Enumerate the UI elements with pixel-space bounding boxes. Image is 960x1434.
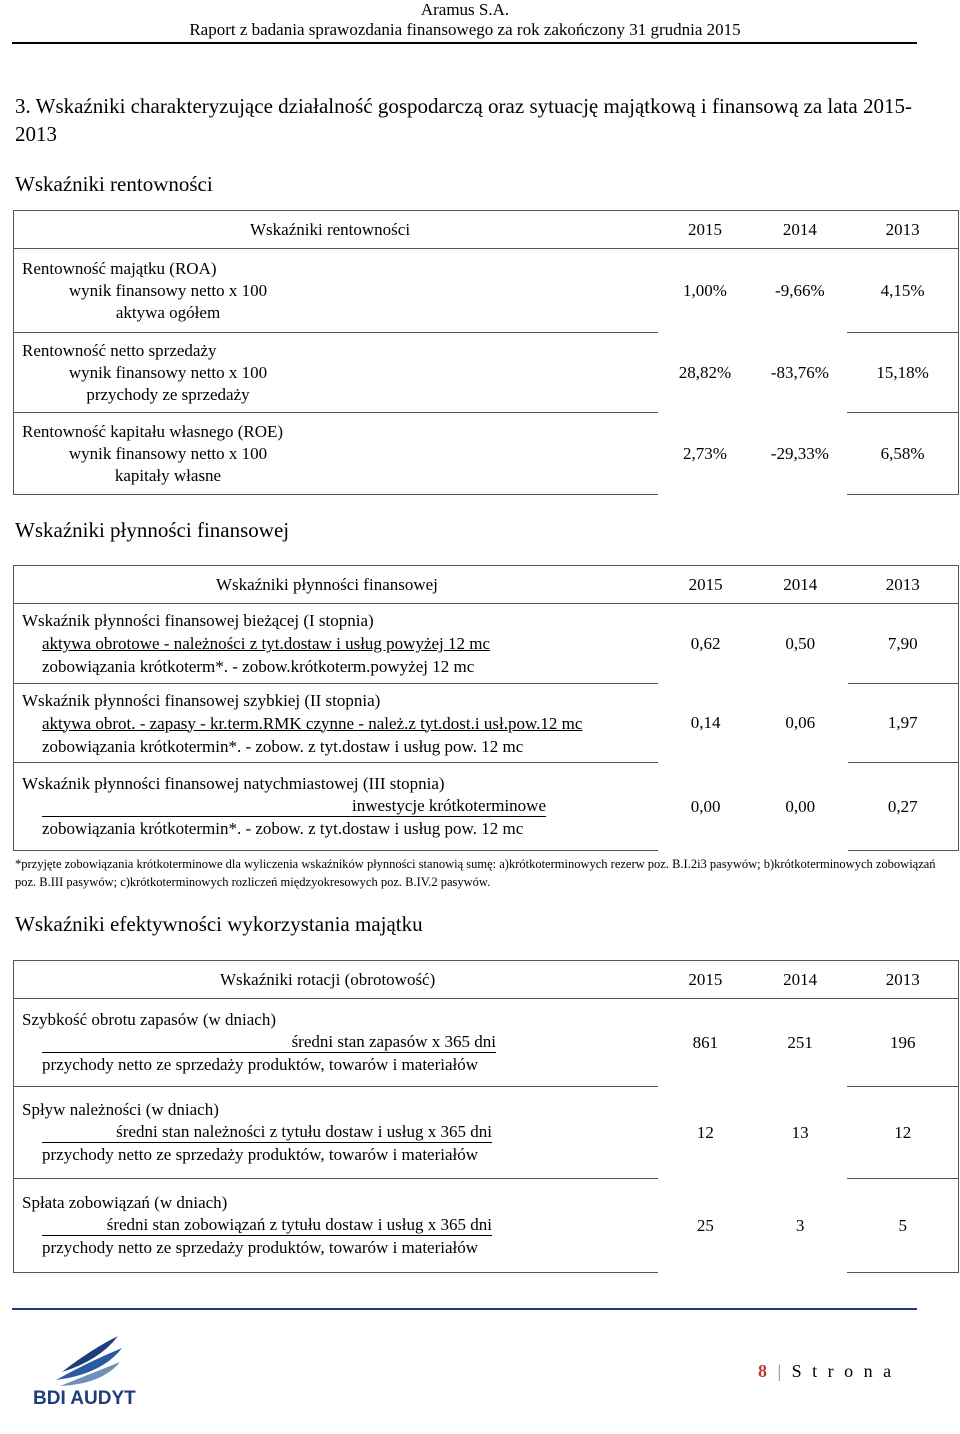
- table-row: [14, 333, 959, 413]
- value-2013: 7,90: [848, 604, 959, 684]
- indicator-denominator: kapitały własne: [114, 465, 222, 485]
- year-2015: 2015: [658, 961, 753, 999]
- value-2015: 861: [692, 1032, 719, 1052]
- value-2015: 25: [696, 1215, 714, 1235]
- indicator-denominator: przychody netto ze sprzedaży produktów, towarów i materiałów: [42, 1238, 479, 1257]
- value-2013: 1,97: [848, 684, 959, 763]
- value-2014: 3: [795, 1215, 805, 1235]
- year-2015: 2015: [658, 211, 753, 249]
- header-divider: [12, 42, 917, 44]
- plynnosc-heading: Wskaźniki płynności finansowej: [15, 518, 290, 542]
- value-2013: 0,27: [848, 763, 959, 851]
- logo-text: BDI AUDYT: [33, 1388, 136, 1409]
- value-2015: 0,14: [690, 713, 721, 732]
- indicator-numerator: aktywa obrotowe - należności z tyt.dostaw i usług powyżej 12 mc: [42, 634, 491, 653]
- value-2014: 0,00: [785, 796, 816, 816]
- efektywnosc-heading: Wskaźniki efektywności wykorzystania majątku: [15, 912, 423, 936]
- year-2013: 2013: [847, 211, 958, 249]
- indicator-numerator: średni stan zapasów x 365 dni: [291, 1032, 496, 1051]
- value-2013: 6,58%: [847, 413, 958, 495]
- table-row: [14, 249, 959, 333]
- indicator-numerator: wynik finansowy netto x 100: [68, 443, 268, 463]
- value-2013: 15,18%: [847, 333, 958, 413]
- value-2015: 2,73%: [683, 443, 727, 463]
- value-2014: 0,06: [785, 713, 816, 732]
- indicator-name: Rentowność majątku (ROA): [22, 258, 217, 278]
- table-header-row: [14, 566, 959, 604]
- value-2015: 0,00: [690, 796, 721, 816]
- value-2014: -9,66%: [775, 280, 825, 300]
- indicator-name: Wskaźnik płynności finansowej szybkiej (II stopnia): [22, 690, 381, 710]
- value-2014: 13: [791, 1122, 809, 1142]
- rentownosc-table: [13, 210, 959, 495]
- indicator-denominator: zobowiązania krótkoterm*. - zobow.krótkoterm.powyżej 12 mc: [42, 657, 475, 676]
- value-2014: -29,33%: [770, 443, 829, 463]
- indicator-denominator: przychody netto ze sprzedaży produktów, towarów i materiałów: [42, 1055, 479, 1074]
- year-2013: 2013: [848, 566, 959, 604]
- indicator-denominator: przychody netto ze sprzedaży produktów, towarów i materiałów: [42, 1145, 479, 1164]
- header-report-title: Raport z badania sprawozdania finansowego za rok zakończony 31 grudnia 2015: [189, 20, 741, 39]
- indicator-numerator: aktywa obrot. - zapasy - kr.term.RMK czynne - należ.z tyt.dost.i usł.pow.12 mc: [42, 713, 583, 733]
- footnote: *przyjęte zobowiązania krótkoterminowe dla wyliczenia wskaźników płynności stanowią sumę: a)krótkoterminowych rezerw poz. B.I.2i3 pasywów; b)krótkoterminowych zobowiązań poz. B.III pasywów; c)krótkoterminowych rozliczeń międzyokresowych poz. B.IV.2 pasywów.: [15, 857, 936, 889]
- value-2015: 0,62: [690, 633, 721, 653]
- section-title: 3. Wskaźniki charakteryzujące działalność gospodarczą oraz sytuację majątkową i finansową za lata 2015-2013: [15, 94, 912, 146]
- value-2015: 12: [696, 1122, 714, 1142]
- table-header-label: Wskaźniki rentowności: [250, 219, 411, 239]
- indicator-denominator: zobowiązania krótkotermin*. - zobow. z tyt.dostaw i usług pow. 12 mc: [42, 819, 524, 838]
- indicator-name: Rentowność netto sprzedaży: [22, 340, 217, 360]
- year-2015: 2015: [658, 566, 753, 604]
- indicator-name: Szybkość obrotu zapasów (w dniach): [22, 1010, 276, 1029]
- value-2014: 251: [787, 1032, 813, 1052]
- table-row: [14, 604, 959, 684]
- year-2014: 2014: [753, 961, 848, 999]
- indicator-name: Rentowność kapitału własnego (ROE): [22, 421, 284, 441]
- indicator-denominator: aktywa ogółem: [115, 302, 221, 322]
- table-row: [14, 763, 959, 851]
- table-header-label: Wskaźniki płynności finansowej: [216, 574, 438, 594]
- value-2015: 28,82%: [678, 362, 732, 382]
- page-number-value: 8: [758, 1361, 770, 1381]
- rentownosc-heading: Wskaźniki rentowności: [15, 172, 213, 196]
- efektywnosc-table: [13, 960, 959, 1273]
- page-label: S t r o n a: [791, 1361, 895, 1381]
- value-2015: 1,00%: [683, 280, 727, 300]
- indicator-numerator: wynik finansowy netto x 100: [68, 280, 268, 300]
- table-row: [14, 999, 959, 1087]
- page-number: 8 | S t r o n a: [758, 1361, 895, 1381]
- table-header-row: [14, 211, 959, 249]
- indicator-numerator: wynik finansowy netto x 100: [68, 362, 268, 382]
- indicator-denominator: zobowiązania krótkotermin*. - zobow. z tyt.dostaw i usług pow. 12 mc: [42, 736, 524, 756]
- indicator-numerator: średni stan zobowiązań z tytułu dostaw i usług x 365 dni: [106, 1215, 492, 1234]
- indicator-numerator: średni stan należności z tytułu dostaw i usług x 365 dni: [116, 1122, 492, 1141]
- table-row: [14, 413, 959, 495]
- header-company: Aramus S.A.: [420, 0, 510, 19]
- value-2013: 196: [847, 999, 958, 1087]
- table-header-row: [14, 961, 959, 999]
- indicator-name: Spłata zobowiązań (w dniach): [22, 1193, 228, 1212]
- year-2014: 2014: [753, 566, 848, 604]
- value-2013: 5: [847, 1179, 958, 1273]
- plynnosc-table: [13, 565, 959, 851]
- table-header-label: Wskaźniki rotacji (obrotowość): [220, 969, 436, 989]
- indicator-name: Wskaźnik płynności finansowej natychmiastowej (III stopnia): [22, 774, 445, 793]
- indicator-name: Wskaźnik płynności finansowej bieżącej (I stopnia): [22, 611, 374, 630]
- indicator-name: Spływ należności (w dniach): [22, 1100, 219, 1119]
- indicator-denominator: przychody ze sprzedaży: [86, 384, 250, 404]
- value-2014: -83,76%: [770, 362, 829, 382]
- table-row: [14, 1179, 959, 1273]
- footer-divider: [12, 1308, 917, 1310]
- value-2014: 0,50: [785, 633, 816, 653]
- year-2014: 2014: [752, 211, 847, 249]
- table-row: [14, 1087, 959, 1179]
- indicator-numerator: inwestycje krótkoterminowe: [351, 796, 546, 815]
- year-2013: 2013: [847, 961, 958, 999]
- value-2013: 12: [847, 1087, 958, 1179]
- value-2013: 4,15%: [847, 249, 958, 333]
- table-row: [14, 684, 959, 763]
